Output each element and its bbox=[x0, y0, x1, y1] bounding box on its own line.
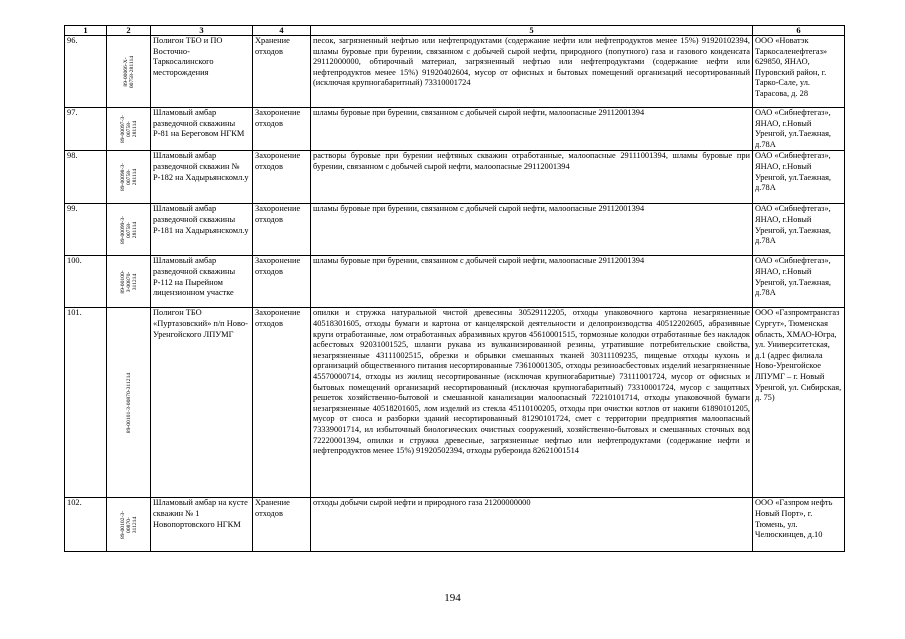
registry-code-line: 00758- bbox=[125, 121, 132, 138]
table-row bbox=[65, 308, 845, 498]
registry-code-line: 00758- bbox=[125, 221, 132, 238]
registry-code bbox=[120, 163, 138, 191]
registry-code bbox=[120, 216, 138, 244]
waste-facilities-table bbox=[64, 25, 845, 552]
waste-types: шламы буровые при бурении, связанном с добычей сырой нефти, малоопасные 29112001394 bbox=[311, 204, 753, 256]
registry-code-line: 89-00101-З-00870-311214 bbox=[125, 372, 132, 434]
facility-name: Полигон ТБО и ПО Восточно-Таркосалинского месторождения bbox=[151, 36, 253, 108]
column-header: 2 bbox=[107, 26, 151, 36]
facility-purpose: Захоронение отходов bbox=[253, 308, 311, 498]
operator-info: ООО «Новатэк Таркосаленефтегаз» 629850, ЯНАО, Пуровский район, г. Тарко-Сале, ул. Тарасова, д. 28 bbox=[753, 36, 845, 108]
registry-code-cell bbox=[107, 498, 151, 552]
registry-code-cell bbox=[107, 308, 151, 498]
registry-code-line: 311214 bbox=[131, 516, 138, 534]
waste-types: растворы буровые при бурении нефтяных скважин отработанные, малоопасные 29111001394, шламы буровые при бурении, связанном с добычей сырой нефти, малоопасные 29112001394 bbox=[311, 151, 753, 204]
registry-code-line: 00758- bbox=[125, 169, 132, 186]
column-header: 6 bbox=[753, 26, 845, 36]
row-number: 100. bbox=[65, 256, 107, 308]
facility-purpose: Захоронение отходов bbox=[253, 151, 311, 204]
waste-types: опилки и стружка натуральной чистой древесины 30529112205, отходы упаковочного картона незагрязненные 40518301605, отходы бумаги и картона от канцелярской деятельности и делопроизводства 40512202605, абразивные круги отработанные, лом отработанных абразивных кругов 45610001515, тормозные колодки отработанные без накладок асбестовых 92031001525, шланги рукава из вулканизированной резины, утратившие потребительские свойства, незагрязненные 43111002515, обрезки и обрывки смешанных тканей 30311109235, пищевые отходы кухонь и организаций общественного питания несортированные 73610001305, отходы резиноасбестовых изделий незагрязненные 45570000714, отходы из жилищ несортированные (исключая крупногабаритные) 73111001724, мусор от офисных и бытовых помещений организаций несортированный (исключая крупногабаритный) 73310001724, мусор с защитных решеток хозяйственно-бытовой и смешанной канализации малоопасный 72210101714, отходы упаковочной бумаги незагрязненные 40518201605, лом изделий из стекла 45110100205, отходы при очистки котлов от накипи 61890101205, мусор от сноса и разборки зданий несортированный 81290101724, смет с территории предприятия малоопасный 73339001714, ил избыточный биологических очистных сооружений, хозяйственно-бытовых и смешанных сточных вод 72220001394, опилки и стружка древесные, загрязненные нефтью или нефтепродуктами (содержание нефти и нефтепродуктов менее 15%) 91920502394, отходы рубероида 82621001514 bbox=[311, 308, 753, 498]
registry-code-cell bbox=[107, 151, 151, 204]
table-row bbox=[65, 36, 845, 108]
waste-types: песок, загрязненный нефтью или нефтепродуктами (содержание нефти или нефтепродуктов менее 15%) 91920102394, шламы буровые при бурении, связанном с добычей сырой нефти, природного (попутного) газа и газового конденсата 29112000000, обтирочный материал, загрязненный нефтью или нефтепродуктами (содержание нефти или нефтепродуктов менее 15%) 91920402604, мусор от офисных и бытовых помещений организаций несортированный (исключая крупногабаритный) 73310001724 bbox=[311, 36, 753, 108]
operator-info: ООО «Газпром нефть Новый Порт», г. Тюмень, ул. Челюскинцев, д.10 bbox=[753, 498, 845, 552]
table-row bbox=[65, 256, 845, 308]
registry-code-line: 00758-281114 bbox=[128, 55, 135, 88]
row-number: 101. bbox=[65, 308, 107, 498]
row-number: 96. bbox=[65, 36, 107, 108]
facility-name: Шламовый амбар разведочной скважин № Р-182 на Хадырьянскомл.у bbox=[151, 151, 253, 204]
registry-code-cell bbox=[107, 204, 151, 256]
facility-name: Шламовый амбар разведочной скважины Р-112 на Пырейном лицензионном участке bbox=[151, 256, 253, 308]
table-row bbox=[65, 108, 845, 151]
registry-code-line: 00870- bbox=[125, 516, 132, 533]
operator-info: ОАО «Сибнефтегаз», ЯНАО, г.Новый Уренгой, ул.Таежная, д.78А bbox=[753, 256, 845, 308]
registry-code bbox=[120, 270, 138, 293]
operator-info: ОАО «Сибнефтегаз», ЯНАО, г.Новый Уренгой, ул.Таежная, д.78А bbox=[753, 204, 845, 256]
registry-code-line: 89-00100- bbox=[119, 270, 126, 294]
column-header: 3 bbox=[151, 26, 253, 36]
registry-code-line: 89-00099-З- bbox=[119, 215, 126, 244]
registry-code-cell bbox=[107, 108, 151, 151]
page-number: 194 bbox=[444, 592, 461, 604]
facility-purpose: Захоронение отходов bbox=[253, 108, 311, 151]
facility-purpose: Хранение отходов bbox=[253, 36, 311, 108]
registry-code bbox=[120, 115, 138, 143]
table-row bbox=[65, 204, 845, 256]
facility-name: Шламовый амбар на кусте скважин № 1 Новопортовского НГКМ bbox=[151, 498, 253, 552]
row-number: 98. bbox=[65, 151, 107, 204]
facility-purpose: Захоронение отходов bbox=[253, 204, 311, 256]
facility-purpose: Захоронение отходов bbox=[253, 256, 311, 308]
registry-code-line: 281114 bbox=[131, 221, 138, 239]
facility-name: Шламовый амбар разведочной скважины Р-81 на Береговом НГКМ bbox=[151, 108, 253, 151]
registry-code-cell bbox=[107, 256, 151, 308]
registry-code-cell bbox=[107, 36, 151, 108]
column-header: 5 bbox=[311, 26, 753, 36]
registry-code-line: З-00870- bbox=[125, 271, 132, 293]
table-row bbox=[65, 498, 845, 552]
column-header: 1 bbox=[65, 26, 107, 36]
waste-types: шламы буровые при бурении, связанном с добычей сырой нефти, малоопасные 29112001394 bbox=[311, 256, 753, 308]
registry-code-line: 89-00098-З- bbox=[119, 163, 126, 192]
registry-code-line: 89-00066-Х- bbox=[122, 56, 129, 87]
table-row bbox=[65, 151, 845, 204]
registry-code bbox=[123, 55, 135, 87]
header-row bbox=[65, 26, 845, 36]
registry-code bbox=[120, 511, 138, 539]
waste-types: шламы буровые при бурении, связанном с добычей сырой нефти, малоопасные 29112001394 bbox=[311, 108, 753, 151]
registry-code-line: 281114 bbox=[131, 121, 138, 138]
registry-code-line: 281114 bbox=[131, 169, 138, 186]
operator-info: ООО «Газпромтрансгаз Сургут», Тюменская область, ХМАО-Югра, ул. Университетская, д.1 (адрес филиала Ново-Уренгойское ЛПУМГ – г. Новый Уренгой, ул. Сибирская, д. 75) bbox=[753, 308, 845, 498]
row-number: 97. bbox=[65, 108, 107, 151]
facility-name: Шламовый амбар разведочной скважины Р-181 на Хадырьянскомл.у bbox=[151, 204, 253, 256]
row-number: 99. bbox=[65, 204, 107, 256]
registry-code-line: 89-00097-З- bbox=[119, 115, 126, 144]
facility-purpose: Хранение отходов bbox=[253, 498, 311, 552]
operator-info: ОАО «Сибнефтегаз», ЯНАО, г.Новый Уренгой, ул.Таежная, д.78А bbox=[753, 151, 845, 204]
registry-code-line: 89-00102-З- bbox=[119, 510, 126, 539]
registry-code-line: 311214 bbox=[131, 273, 138, 291]
operator-info: ОАО «Сибнефтегаз», ЯНАО, г.Новый Уренгой, ул.Таежная, д.78А bbox=[753, 108, 845, 151]
facility-name: Полигон ТБО «Пуртазовский» п/п Ново-Уренгойского ЛПУМГ bbox=[151, 308, 253, 498]
registry-code bbox=[126, 373, 132, 433]
column-header: 4 bbox=[253, 26, 311, 36]
waste-types: отходы добычи сырой нефти и природного газа 21200000000 bbox=[311, 498, 753, 552]
row-number: 102. bbox=[65, 498, 107, 552]
